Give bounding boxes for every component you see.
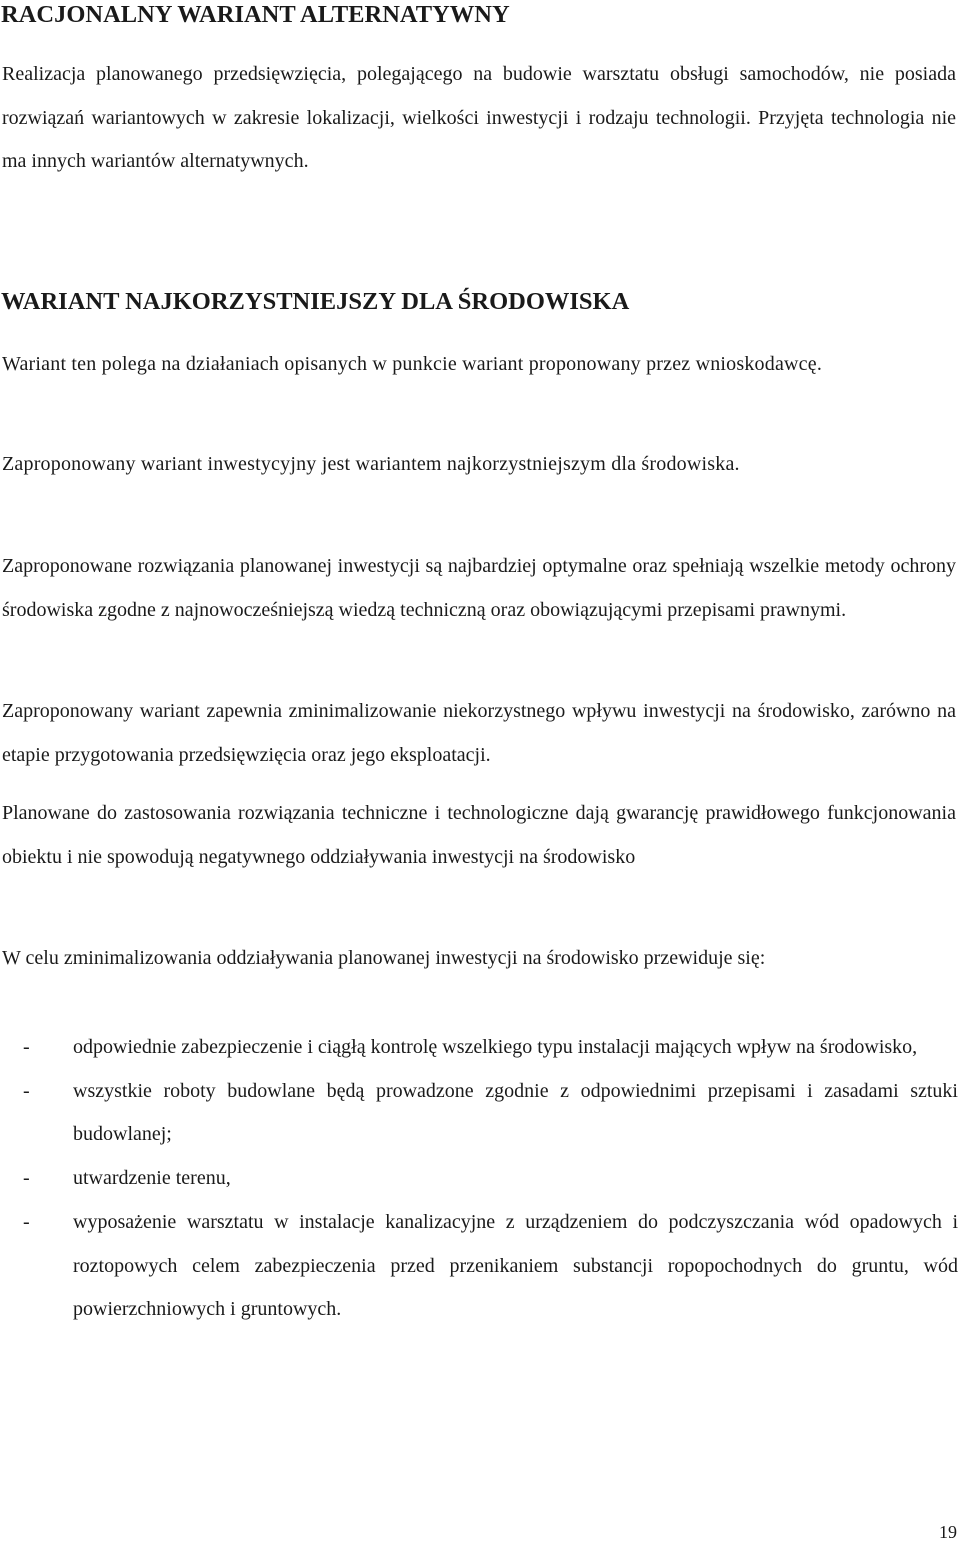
list-dash: -: [23, 1036, 30, 1058]
page-number: 19: [939, 1522, 957, 1542]
list-item: [0, 1157, 958, 1201]
paragraph-proposed-solutions: Zaproponowane rozwiązania planowanej inwestycji są najbardziej optymalne oraz spełniają wszelkie metody ochrony środowiska zgodne z najnowocześniejszą wiedzą techniczną oraz obowiązującymi przepisami prawnymi.: [2, 555, 956, 621]
section-heading-most-favourable-variant: WARIANT NAJKORZYSTNIEJSZY DLA ŚRODOWISKA: [1, 288, 630, 315]
list-dash: -: [23, 1210, 30, 1233]
list-item-text: wyposażenie warsztatu w instalacje kanalizacyjne z urządzeniem do podczyszczania wód opadowych i roztopowych celem zabezpieczenia przed przenikaniem substancji ropopochodnych do gruntu, wód powierzchniowych i gruntowych.: [73, 1210, 958, 1321]
list-item-text: wszystkie roboty budowlane będą prowadzone zgodnie z odpowiednimi przepisami i zasadami sztuki budowlanej;: [73, 1079, 958, 1146]
paragraph-proposed-variant: Zaproponowany wariant inwestycyjny jest wariantem najkorzystniejszym dla środowiska.: [2, 453, 740, 475]
paragraph-variant-description: Wariant ten polega na działaniach opisanych w punkcie wariant proponowany przez wnioskodawcę.: [2, 353, 823, 375]
mitigation-measures-list: [0, 1026, 958, 1332]
section-heading-rational-alternative: RACJONALNY WARIANT ALTERNATYWNY: [1, 1, 510, 28]
paragraph-minimised-impact: Zaproponowany wariant zapewnia zminimalizowanie niekorzystnego wpływu inwestycji na środowisko, zarówno na etapie przygotowania przedsięwzięcia oraz jego eksploatacji.: [2, 700, 956, 766]
paragraph-planned-solutions: Planowane do zastosowania rozwiązania techniczne i technologiczne dają gwarancję prawidłowego funkcjonowania obiektu i nie spowodują negatywnego oddziaływania inwestycji na środowisko: [2, 802, 956, 868]
list-dash: -: [23, 1167, 30, 1190]
paragraph-mitigation-intro: W celu zminimalizowania oddziaływania planowanej inwestycji na środowisko przewiduje się:: [2, 947, 766, 969]
list-item-text: utwardzenie terenu,: [73, 1167, 231, 1190]
list-item: [0, 1026, 958, 1070]
list-item-text: odpowiednie zabezpieczenie i ciągłą kontrolę wszelkiego typu instalacji mających wpływ na środowisko,: [73, 1036, 918, 1058]
paragraph-alternative-variant: Realizacja planowanego przedsięwzięcia, polegającego na budowie warsztatu obsługi samochodów, nie posiada rozwiązań wariantowych w zakresie lokalizacji, wielkości inwestycji i rodzaju technologii. Przyjęta technologia nie ma innych wariantów alternatywnych.: [2, 63, 956, 173]
list-item: [0, 1070, 958, 1157]
list-item: [0, 1201, 958, 1332]
list-dash: -: [23, 1079, 30, 1102]
